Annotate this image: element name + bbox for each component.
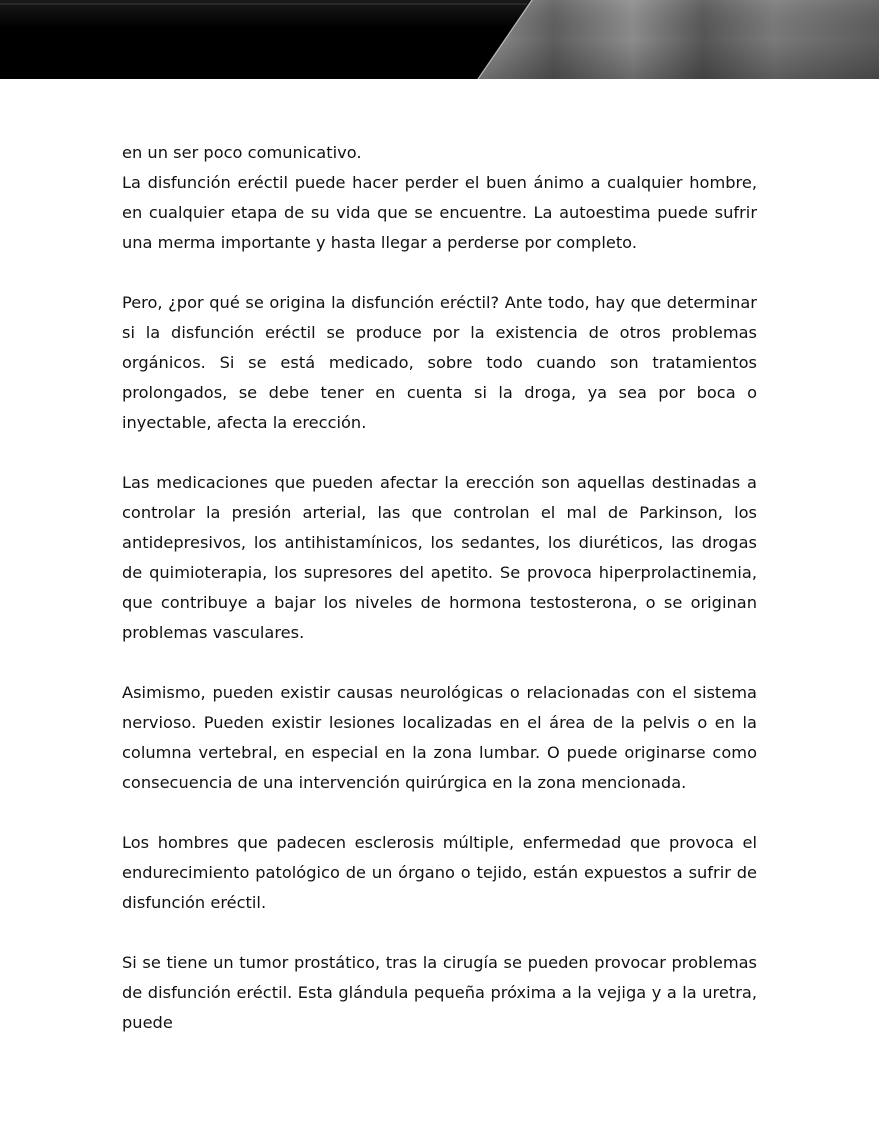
paragraph-3: Pero, ¿por qué se origina la disfunción eréctil? Ante todo, hay que determinar si la disfunción eréctil se produce por la existencia de otros problemas orgánicos. Si se está medicado, sobre todo cuando son tratamientos prolongados, se debe tener en cuenta si la droga, ya sea por boca o inyectable, afecta la erección. [122, 293, 757, 432]
paragraph-4: Las medicaciones que pueden afectar la erección son aquellas destinadas a controlar la presión arterial, las que controlan el mal de Parkinson, los antidepresivos, los antihistamínicos, los sedantes, los diuréticos, las drogas de quimioterapia, los supresores del apetito. Se provoca hiperprolactinemia, que contribuye a bajar los niveles de hormona testosterona, o se originan problemas vasculares. [122, 473, 757, 642]
header-band [0, 0, 879, 79]
paragraph-2: La disfunción eréctil puede hacer perder el buen ánimo a cualquier hombre, en cualquier etapa de su vida que se encuentre. La autoestima puede sufrir una merma importante y hasta llegar a perderse por completo. [122, 173, 757, 252]
paragraph-5: Asimismo, pueden existir causas neurológicas o relacionadas con el sistema nervioso. Pueden existir lesiones localizadas en el área de la pelvis o en la columna vertebral, en especial en la zona lumbar. O puede originarse como consecuencia de una intervención quirúrgica en la zona mencionada. [122, 683, 757, 792]
document-body [122, 138, 757, 1038]
paragraph-1: en un ser poco comunicativo. [122, 143, 362, 162]
paragraph-6: Los hombres que padecen esclerosis múltiple, enfermedad que provoca el endurecimiento patológico de un órgano o tejido, están expuestos a sufrir de disfunción eréctil. [122, 833, 757, 912]
header-graphic [0, 0, 879, 79]
paragraph-7: Si se tiene un tumor prostático, tras la cirugía se pueden provocar problemas de disfunción eréctil. Esta glándula pequeña próxima a la vejiga y a la uretra, puede [122, 953, 757, 1032]
